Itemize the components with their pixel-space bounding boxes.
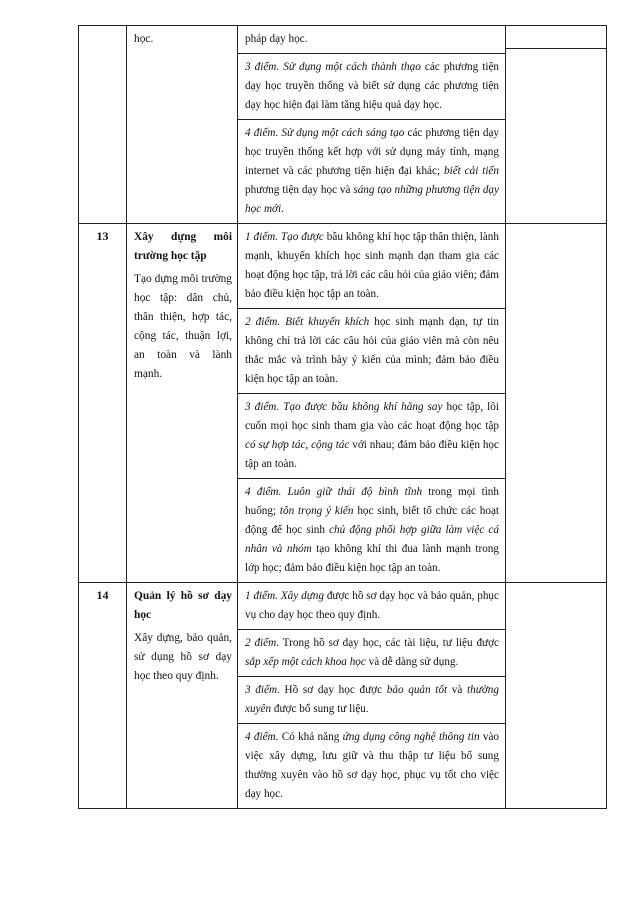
level-description [238, 676, 505, 723]
body-text: và dễ dàng sử dụng. [365, 656, 459, 668]
body-text: các phương tiện dạy học truyền thống và biết sử dụng các phương tiện dạy học hiện đại làm tăng hiệu quả dạy học. [245, 61, 500, 111]
emphasis-text: 1 điểm. Xây dựng [245, 590, 324, 602]
levels-cell [238, 26, 506, 224]
level-description [238, 119, 505, 223]
body-text: vào việc xây dựng, lưu giữ và thu thập tư liệu bổ sung thường xuyên vào hồ sơ dạy học, phục vụ tốt cho việc dạy học. [245, 731, 499, 800]
body-text: học sinh, biết tổ chức các hoạt động để học sinh [245, 505, 500, 536]
row-number: 13 [79, 224, 127, 583]
body-text: . [281, 203, 284, 215]
emphasis-text: ứng dụng công nghệ thông tin [342, 731, 480, 743]
score-cell [506, 26, 607, 224]
level-description [238, 53, 505, 119]
criterion-cell [127, 26, 238, 224]
emphasis-text: bảo quản tốt [386, 684, 448, 696]
level-description [238, 224, 505, 308]
criterion-cell [127, 224, 238, 583]
emphasis-text: 1 điểm. Tạo được [245, 231, 324, 243]
emphasis-text: 4 điểm. Sử dụng một cách sáng tạo [245, 127, 405, 139]
emphasis-text: có sự hợp tác, cộng tác [245, 439, 350, 451]
body-text: học sinh mạnh dạn, tự tin không chỉ trả lời các câu hỏi của giáo viên mà còn nêu thắc mắc và trình bày ý kiến của mình; đảm bảo điều kiện học tập an toàn. [245, 316, 499, 385]
level-description [238, 478, 505, 582]
criteria-table [78, 25, 607, 809]
row-number: 14 [79, 583, 127, 809]
levels-cell [238, 583, 506, 809]
body-text: và [447, 684, 468, 696]
criterion-body: Xây dựng, bảo quản, sử dụng hồ sơ dạy học theo quy định. [134, 632, 232, 682]
score-cell [506, 224, 607, 583]
body-text: các phương tiện dạy học truyền thống kết hợp với sử dụng máy tính, mạng internet và các phương tiện hiện đại khác; [245, 127, 499, 177]
emphasis-text: biết cải tiến [444, 165, 499, 177]
emphasis-text: 2 điểm. Biết khuyến khích [245, 316, 370, 328]
emphasis-text: 4 điểm [245, 731, 276, 743]
emphasis-text: sáng tạo những phương tiện dạy học mới [245, 184, 499, 215]
criterion-cell [127, 583, 238, 809]
table-row [79, 583, 607, 809]
score-cell [506, 583, 607, 809]
emphasis-text: 3 điểm. Sử dụng một cách thành thạo [245, 61, 421, 73]
level-description [238, 308, 505, 393]
number-cell [79, 26, 127, 224]
body-text: pháp dạy học. [245, 33, 308, 45]
table-row [79, 26, 607, 224]
level-description [238, 583, 505, 629]
criterion-title: Quản lý hồ sơ dạy học [134, 590, 232, 621]
emphasis-text: 3 điểm [245, 684, 278, 696]
level-description [238, 723, 505, 808]
body-text: được bổ sung tư liệu. [271, 703, 369, 715]
score-divider [506, 26, 606, 49]
emphasis-text: 4 điểm. Luôn giữ thái độ bình tĩnh [245, 486, 423, 498]
level-description [238, 393, 505, 478]
criterion-title: Xây dựng môi trường học tập [134, 231, 232, 262]
level-description [238, 629, 505, 676]
body-text: phương tiện dạy học và [245, 184, 354, 196]
level-description [238, 26, 505, 53]
criterion-body: Tạo dựng môi trường học tập: dân chủ, thân thiện, hợp tác, cộng tác, thuận lợi, an toàn và lành mạnh. [134, 273, 232, 380]
body-text: với nhau; đảm bảo điều kiện học tập an toàn. [245, 439, 499, 470]
body-text: bầu không khí học tập thân thiện, lành mạnh, khuyến khích học sinh mạnh dạn tham gia các hoạt động học tập, trả lời các câu hỏi của giáo viên; đảm bảo điều kiện học tập an toàn. [245, 231, 499, 300]
body-text: trong mọi tình huống; [245, 486, 499, 517]
criterion-body: học. [134, 33, 154, 45]
body-text: . Trong hồ sơ dạy học, các tài liệu, tư liệu được [276, 637, 499, 649]
body-text: . Hồ sơ dạy học được [277, 684, 387, 696]
emphasis-text: sắp xếp một cách khoa học [245, 656, 366, 668]
emphasis-text: thường xuyên [245, 684, 499, 715]
emphasis-text: 2 điểm [245, 637, 277, 649]
body-text: . Có khả năng [275, 731, 343, 743]
emphasis-text: chủ động phối hợp giữa làm việc cá nhân và nhóm [245, 524, 499, 555]
levels-cell [238, 224, 506, 583]
body-text: học tập, lôi cuốn mọi học sinh tham gia vào các hoạt động học tập [245, 401, 499, 432]
emphasis-text: 3 điểm. Tạo được bầu không khí hăng say [245, 401, 443, 413]
body-text: tạo không khí thi đua lành mạnh trong lớp học; đảm bảo điều kiện học tập an toàn. [245, 543, 499, 574]
emphasis-text: tôn trọng ý kiến [279, 505, 354, 517]
table-row [79, 224, 607, 583]
body-text: được hồ sơ dạy học và bảo quản, phục vụ cho dạy học theo quy định. [245, 590, 499, 621]
